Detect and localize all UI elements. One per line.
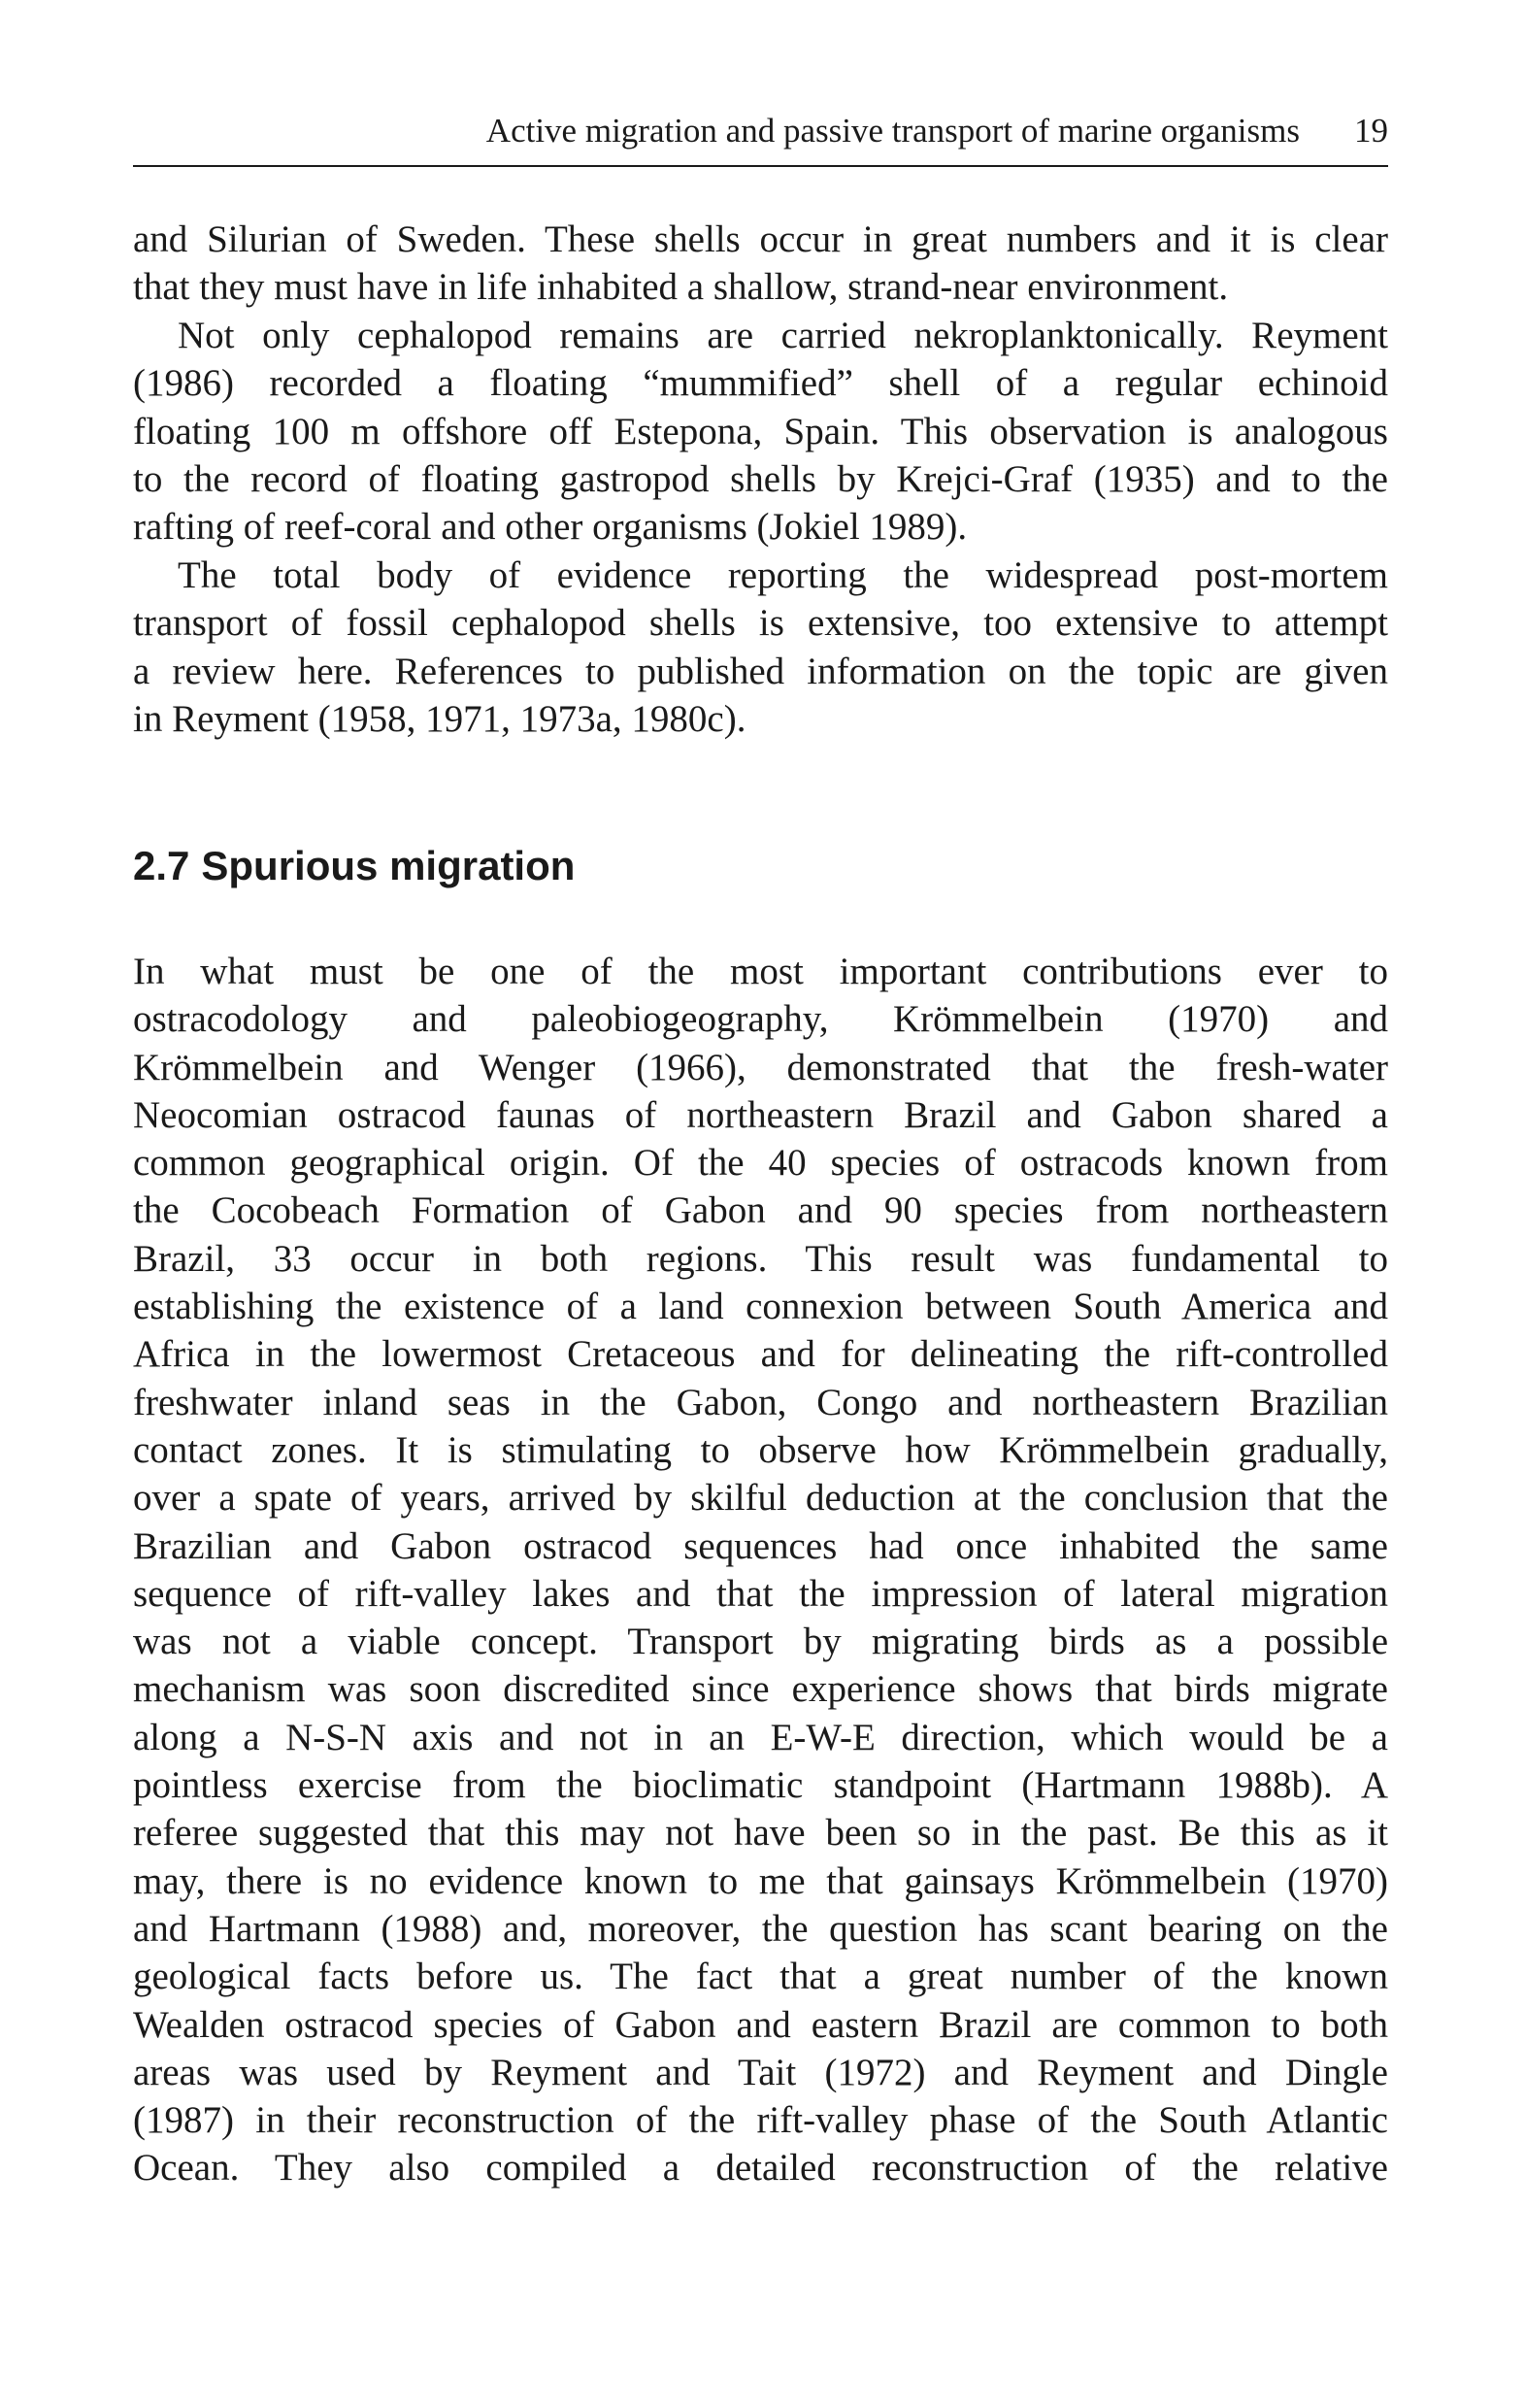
header-rule [133,165,1388,167]
text-line: was not a viable concept. Transport by migrating birds as a possible [133,1621,1388,1663]
paragraph-cephalopod-remains [133,312,1388,551]
text-line: pointless exercise from the bioclimatic standpoint (Hartmann 1988b). A [133,1764,1388,1807]
text-line: Wealden ostracod species of Gabon and eastern Brazil are common to both [133,2003,1388,2046]
text-line: Neocomian ostracod faunas of northeastern Brazil and Gabon shared a [133,1093,1388,1136]
text-line: contact zones. It is stimulating to observe how Krömmelbein gradually, [133,1428,1388,1471]
text-line: common geographical origin. Of the 40 species of ostracods known from [133,1142,1388,1185]
text-line: ostracodology and paleobiogeography, Krömmelbein (1970) and [133,998,1388,1041]
text-line: Brazilian and Gabon ostracod sequences had once inhabited the same [133,1524,1388,1567]
text-line: (1987) in their reconstruction of the rift-valley phase of the South Atlantic [133,2099,1388,2142]
text-line: may, there is no evidence known to me that gainsays Krömmelbein (1970) [133,1859,1388,1902]
paragraph-spurious-migration [133,948,1388,2192]
paragraph-continued [133,216,1388,312]
text-line: establishing the existence of a land connexion between South America and [133,1286,1388,1328]
section-number: 2.7 [133,843,190,888]
section-heading [133,837,575,895]
text-line: Ocean. They also compiled a detailed reconstruction of the relative [133,2147,1388,2190]
text-line: geological facts before us. The fact that a great number of the known [133,1956,1388,1998]
text-line: freshwater inland seas in the Gabon, Congo and northeastern Brazilian [133,1381,1388,1423]
running-header [133,102,1388,160]
text-line: along a N-S-N axis and not in an E-W-E direction, which would be a [133,1716,1388,1758]
text-line: mechanism was soon discredited since experience shows that birds migrate [133,1668,1388,1711]
text-line: over a spate of years, arrived by skilful deduction at the conclusion that the [133,1477,1388,1520]
text-line: a review here. References to published information on the topic are given [133,650,1388,692]
text-line: Krömmelbein and Wenger (1966), demonstrated that the fresh-water [133,1046,1388,1088]
text-line: In what must be one of the most important contributions ever to [133,951,1388,992]
text-line: the Cocobeach Formation of Gabon and 90 species from northeastern [133,1189,1388,1232]
text-line: and Hartmann (1988) and, moreover, the question has scant bearing on the [133,1907,1388,1950]
text-line: Brazil, 33 occur in both regions. This result was fundamental to [133,1237,1388,1280]
running-title: Active migration and passive transport of marine organisms [485,112,1300,150]
text-line: that they must have in life inhabited a shallow, strand-near environment. [133,266,1229,309]
text-line: rafting of reef-coral and other organisms (Jokiel 1989). [133,506,968,549]
text-line: in Reyment (1958, 1971, 1973a, 1980c). [133,697,746,740]
page-number: 19 [1354,112,1388,150]
text-line: areas was used by Reyment and Tait (1972) and Reyment and Dingle [133,2051,1388,2093]
paragraph-body-of-evidence [133,552,1388,743]
text-line: floating 100 m offshore off Estepona, Spain. This observation is analogous [133,410,1388,452]
section-title: Spurious migration [201,843,576,888]
text-line: The total body of evidence reporting the widespread post-mortem [178,554,1388,596]
text-line: sequence of rift-valley lakes and that the impression of lateral migration [133,1572,1388,1615]
text-line: Not only cephalopod remains are carried nekroplanktonically. Reyment [178,315,1388,356]
text-line: (1986) recorded a floating “mummified” shell of a regular echinoid [133,362,1388,405]
text-line: transport of fossil cephalopod shells is extensive, too extensive to attempt [133,602,1388,645]
text-line: referee suggested that this may not have been so in the past. Be this as it [133,1812,1388,1855]
text-line: Africa in the lowermost Cretaceous and for delineating the rift-controlled [133,1333,1388,1376]
text-line: and Silurian of Sweden. These shells occur in great numbers and it is clear [133,218,1388,260]
text-line: to the record of floating gastropod shells by Krejci-Graf (1935) and to the [133,457,1388,500]
